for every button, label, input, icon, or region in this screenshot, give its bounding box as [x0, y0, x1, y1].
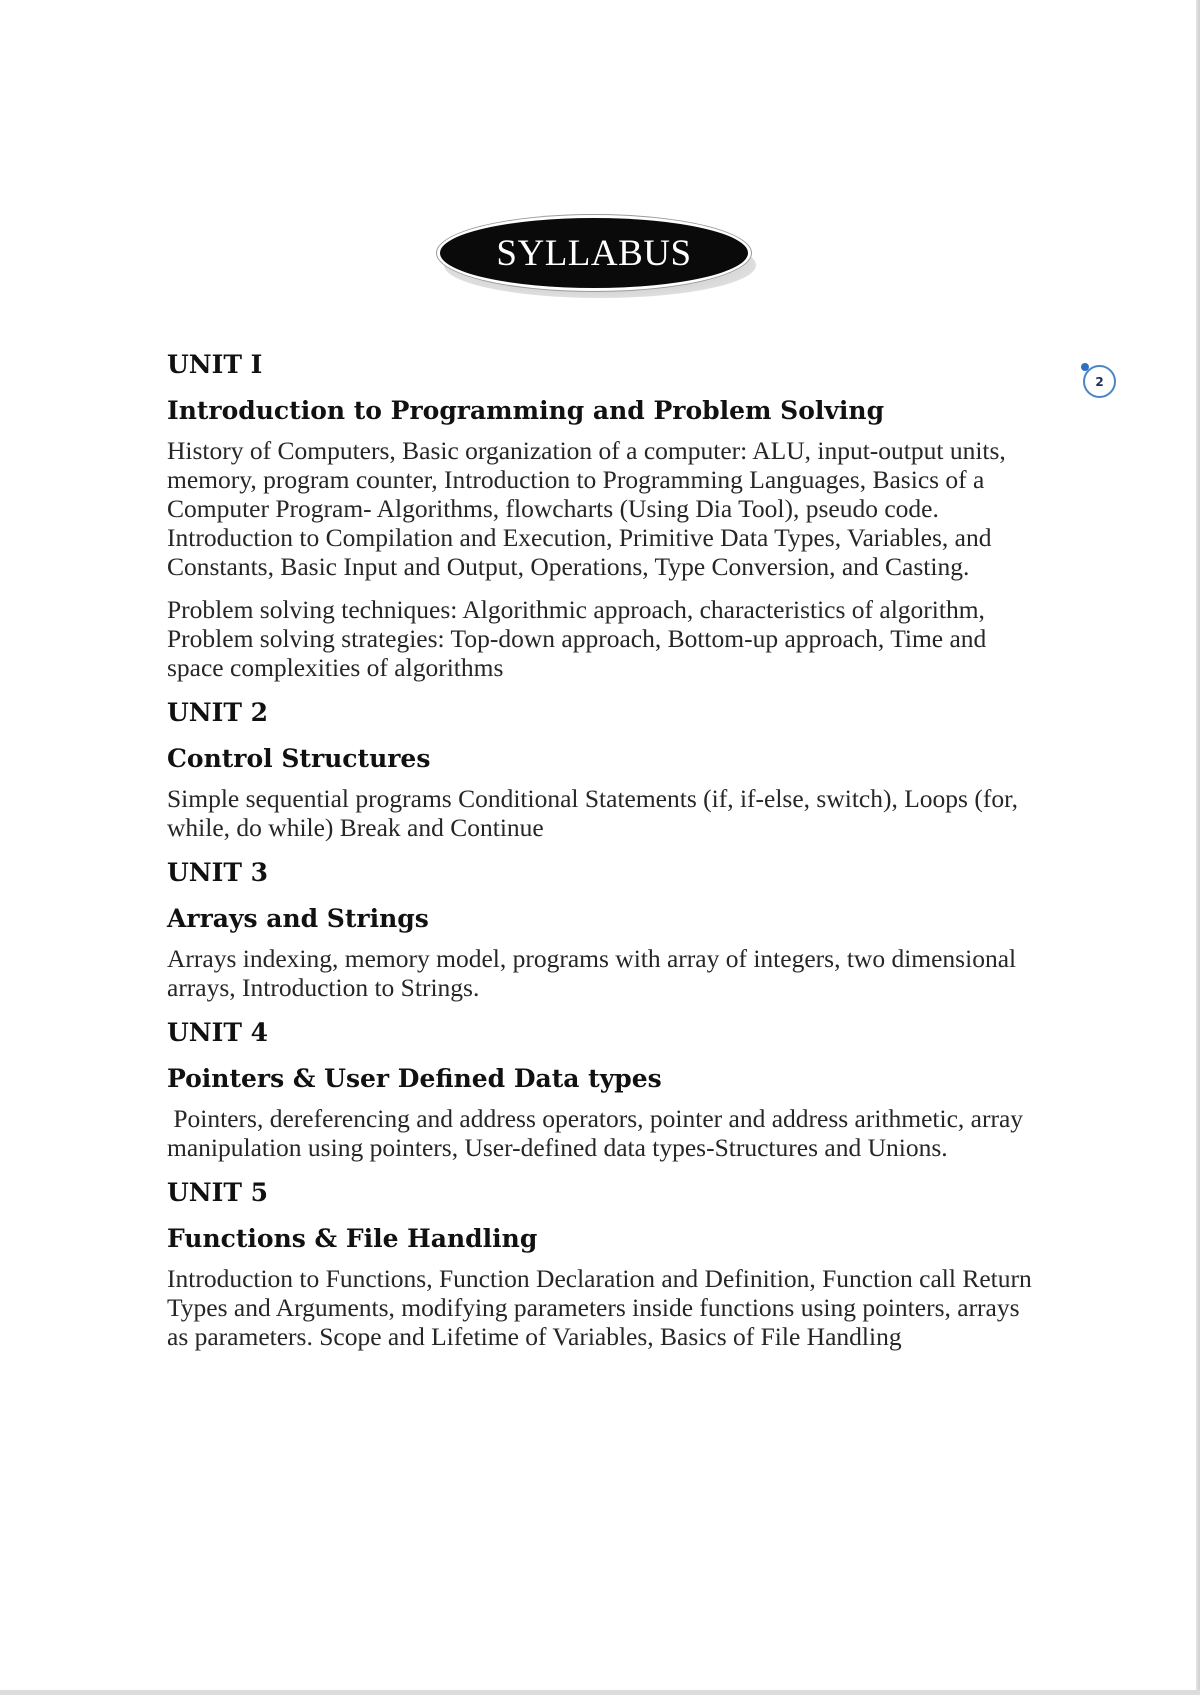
unit-title: Control Structures: [167, 744, 431, 773]
unit-heading: UNIT 5: [167, 1178, 269, 1207]
unit-description: Simple sequential programs Conditional Statements (if, if-else, switch), Loops (for, while, do while) Break and Continue: [167, 784, 1018, 842]
unit-heading: UNIT 4: [167, 1018, 269, 1047]
unit-section-2: [167, 696, 1047, 842]
unit-heading: UNIT I: [167, 350, 263, 379]
page-edge-bottom: [0, 1690, 1200, 1695]
syllabus-content: [167, 348, 1047, 1365]
title-banner: [440, 218, 756, 298]
unit-title: Functions & File Handling: [167, 1224, 538, 1253]
unit-heading: UNIT 3: [167, 858, 269, 887]
unit-title: Introduction to Programming and Problem Solving: [167, 396, 885, 425]
unit-title: Pointers & User Defined Data types: [167, 1064, 662, 1093]
page-edge: [1196, 0, 1200, 1695]
unit-description: Pointers, dereferencing and address operators, pointer and address arithmetic, array manipulation using pointers, User-defined data types-Structures and Unions.: [167, 1104, 1030, 1162]
unit-heading: UNIT 2: [167, 698, 269, 727]
unit-section-4: [167, 1016, 1047, 1162]
unit-title: Arrays and Strings: [167, 904, 429, 933]
unit-description: Problem solving techniques: Algorithmic approach, characteristics of algorithm, Problem solving strategies: Top-down approach, Bottom-up approach, Time and space complexities of algorithms: [167, 595, 987, 682]
unit-description: Arrays indexing, memory model, programs with array of integers, two dimensional arrays, Introduction to Strings.: [167, 944, 1017, 1002]
title-oval: [440, 218, 748, 288]
page-title: SYLLABUS: [496, 232, 692, 274]
unit-description: History of Computers, Basic organization of a computer: ALU, input-output units, memory, program counter, Introduction to Programming Languages, Basics of a Computer Program- Algorithms, flowcharts (Using Dia Tool), pseudo code. Introduction to Compilation and Execution, Primitive Data Types, Variables, and Constants, Basic Input and Output, Operations, Type Conversion, and Casting.: [167, 436, 1006, 581]
unit-description: Introduction to Functions, Function Declaration and Definition, Function call Return Types and Arguments, modifying parameters inside functions using pointers, arrays as parameters. Scope and Lifetime of Variables, Basics of File Handling: [167, 1264, 1032, 1351]
unit-section-3: [167, 856, 1047, 1002]
unit-section-5: [167, 1176, 1047, 1351]
unit-section-1: [167, 348, 1047, 682]
page-number-badge: 2: [1083, 365, 1116, 398]
